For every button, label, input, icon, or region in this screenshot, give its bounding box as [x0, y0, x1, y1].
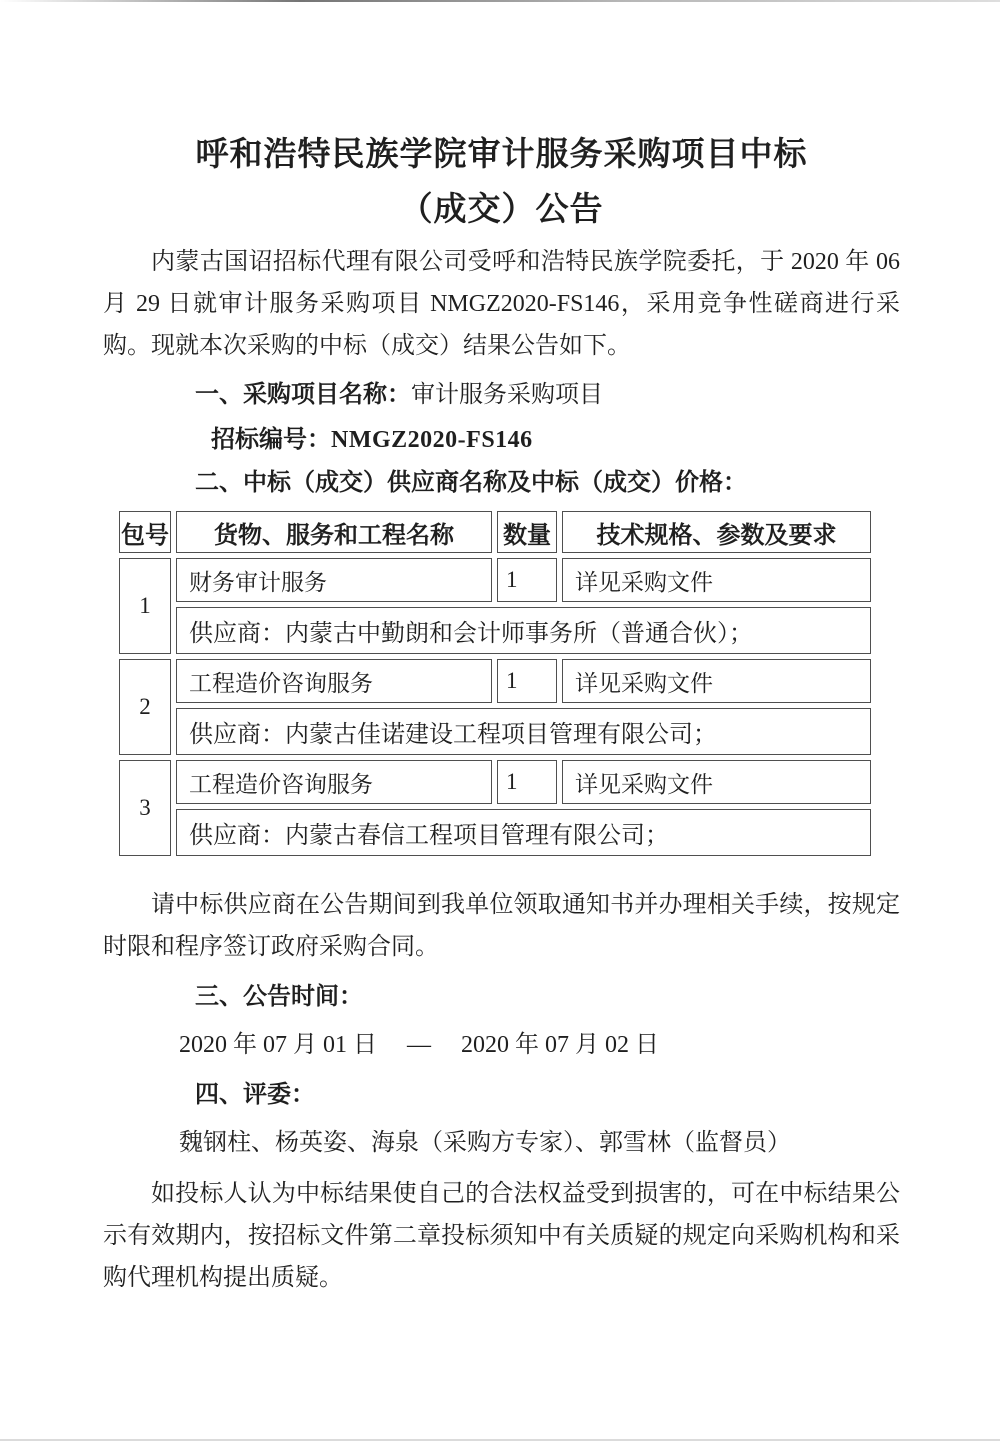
column-header-item-name: 货物、服务和工程名称 — [176, 511, 492, 553]
page-title — [103, 126, 900, 236]
title-line-1: 呼和浩特民族学院审计服务采购项目中标 — [195, 135, 808, 172]
item-name-cell: 财务审计服务 — [176, 558, 492, 602]
title-line-2: （成交）公告 — [399, 190, 604, 227]
evaluators-line: 魏钢柱、杨英姿、海泉（采购方专家）、郭雪林（监督员） — [179, 1130, 791, 1156]
award-table — [114, 506, 876, 861]
spec-cell: 详见采购文件 — [562, 760, 871, 804]
table-header-row — [119, 511, 871, 553]
table-row-package-2-supplier — [119, 708, 871, 755]
spec-cell: 详见采购文件 — [562, 558, 871, 602]
spec-cell: 详见采购文件 — [562, 659, 871, 703]
section-4-heading: 四、评委： — [195, 1081, 315, 1108]
column-header-quantity: 数量 — [497, 511, 557, 553]
package-no-cell: 3 — [119, 760, 171, 856]
quantity-cell: 1 — [497, 659, 557, 703]
package-no-cell: 1 — [119, 558, 171, 654]
table-row-package-3-supplier — [119, 809, 871, 856]
section-3-heading: 三、公告时间： — [195, 983, 363, 1010]
table-row-package-1-supplier — [119, 607, 871, 654]
supplier-cell: 供应商：内蒙古春信工程项目管理有限公司； — [176, 809, 871, 856]
supplier-cell: 供应商：内蒙古中勤朗和会计师事务所（普通合伙）； — [176, 607, 871, 654]
table-row-package-3-item — [119, 760, 871, 804]
supplier-cell: 供应商：内蒙古佳诺建设工程项目管理有限公司； — [176, 708, 871, 755]
table-row-package-2-item — [119, 659, 871, 703]
notice-paragraph: 请中标供应商在公告期间到我单位领取通知书并办理相关手续，按规定时限和程序签订政府采购合同。 — [103, 892, 900, 960]
document-content — [0, 126, 1000, 1299]
quantity-cell: 1 — [497, 558, 557, 602]
package-no-cell: 2 — [119, 659, 171, 755]
intro-paragraph: 内蒙古国诏招标代理有限公司受呼和浩特民族学院委托，于 2020 年 06 月 29 日就审计服务采购项目 NMGZ2020-FS146，采用竞争性磋商进行采购。现就本次采购的中标（成交）结果公告如下。 — [103, 249, 900, 359]
tender-number-label: 招标编号： — [211, 426, 331, 453]
section-1-heading — [195, 375, 900, 415]
section-1-value: 审计服务采购项目 — [411, 382, 603, 408]
section-2-heading: 二、中标（成交）供应商名称及中标（成交）价格： — [195, 469, 747, 496]
tender-number-value: NMGZ2020-FS146 — [331, 427, 533, 453]
announcement-period: 2020 年 07 月 01 日 — 2020 年 07 月 02 日 — [179, 1032, 659, 1058]
column-header-package-no: 包号 — [119, 511, 171, 553]
section-1-label: 一、采购项目名称： — [195, 381, 411, 408]
tender-number-line — [211, 420, 900, 460]
scan-artifact-top-line — [0, 0, 1000, 2]
item-name-cell: 工程造价咨询服务 — [176, 659, 492, 703]
quantity-cell: 1 — [497, 760, 557, 804]
objection-paragraph: 如投标人认为中标结果使自己的合法权益受到损害的，可在中标结果公示有效期内，按招标文件第二章投标须知中有关质疑的规定向采购机构和采购代理机构提出质疑。 — [103, 1181, 900, 1291]
table-row-package-1-item — [119, 558, 871, 602]
item-name-cell: 工程造价咨询服务 — [176, 760, 492, 804]
column-header-spec: 技术规格、参数及要求 — [562, 511, 871, 553]
